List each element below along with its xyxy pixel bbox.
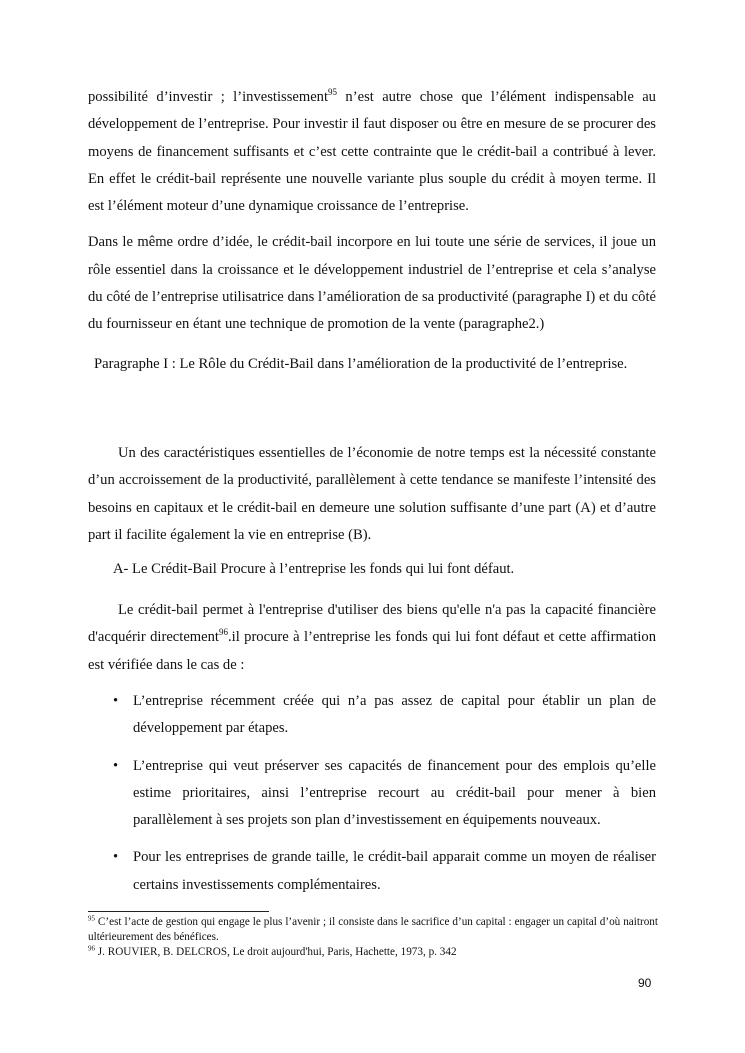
footnote-text: C’est l’acte de gestion qui engage le plus l’avenir ; il consiste dans le sacrifice d’un capital : engager un capital d’où naitront ultérieurement des bénéfices. — [88, 916, 658, 943]
paragraph-3: Un des caractéristiques essentielles de l’économie de notre temps est la nécessité constante d’un accroissement de la productivité, parallèlement à cette tendance se manifeste l’intensité des besoins en capitaux et le crédit-bail en demeure une solution suffisante d’une part (A) et d’autre part il facilite également la vie en entreprise (B). — [88, 445, 656, 543]
section-heading: Paragraphe I : Le Rôle du Crédit-Bail dans l’amélioration de la productivité de l’entreprise. — [94, 356, 628, 372]
bullet-icon: • — [113, 849, 119, 866]
footnote-ref-96[interactable]: 96 — [219, 627, 228, 638]
list-item — [88, 753, 656, 835]
paragraph-4-text: Le crédit-bail permet à l'entreprise d'utiliser des biens qu'elle n'a pas la capacité financière d'acquérir directement — [88, 602, 656, 646]
list-item-text: L’entreprise qui veut préserver ses capacités de financement pour des emplois qu’elle estime prioritaires, ainsi l’entreprise recourt au crédit-bail pour mener à bien parallèlement à ses projets son plan d’investissement en équipements nouveaux. — [133, 757, 656, 829]
body-middle — [88, 440, 656, 549]
body-top — [88, 84, 656, 339]
sub-heading-a: A- Le Crédit-Bail Procure à l’entreprise les fonds qui lui font défaut. — [113, 561, 515, 577]
footnote-96 — [88, 945, 658, 960]
paragraph-4 — [88, 597, 656, 679]
paragraph-1-text: possibilité d’investir ; l’investissement — [88, 89, 329, 105]
footnote-text: J. ROUVIER, B. DELCROS, Le droit aujourd'hui, Paris, Hachette, 1973, p. 342 — [95, 946, 457, 958]
paragraph-1-text-cont: n’est autre chose que l’élément indispensable au développement de l’entreprise. Pour investir il faut disposer ou être en mesure de se procurer des moyens de financement suffisants et c’est cette contrainte que le crédit-bail a contribué à lever. En effet le crédit-bail représente une nouvelle variante plus souple du crédit à moyen terme. Il est l’élément moteur d’une dynamique croissance de l’entreprise. — [88, 89, 656, 215]
footnote-number: 95 — [88, 914, 95, 923]
paragraph-4-text-cont: .il procure à l’entreprise les fonds qui lui font défaut et cette affirmation est vérifiée dans le cas de : — [88, 629, 656, 673]
list-item-text: Pour les entreprises de grande taille, le crédit-bail apparait comme un moyen de réaliser certains investissements complémentaires. — [133, 849, 656, 893]
paragraph-2: Dans le même ordre d’idée, le crédit-bail incorpore en lui toute une série de services, il joue un rôle essentiel dans la croissance et le développement industriel de l’entreprise et cela s’analyse du côté de l’entreprise utilisatrice dans l’amélioration de sa productivité (paragraphe I) et du côté du fournisseur en étant une technique de promotion de la vente (paragraphe2.) — [88, 234, 656, 333]
footnote-95 — [88, 915, 658, 945]
footnotes — [88, 915, 658, 960]
body-lower — [88, 597, 656, 679]
list-item — [88, 688, 656, 743]
list-item — [88, 844, 656, 899]
footnote-number: 96 — [88, 944, 95, 953]
list-item-text: L’entreprise récemment créée qui n’a pas assez de capital pour établir un plan de développement par étapes. — [133, 693, 656, 737]
bullet-icon: • — [113, 757, 119, 774]
bullet-icon: • — [113, 693, 119, 709]
paragraph-1 — [88, 84, 656, 220]
page-number: 90 — [638, 976, 652, 990]
footnote-separator — [88, 911, 269, 912]
bullet-list — [88, 688, 656, 909]
footnote-ref-95[interactable]: 95 — [328, 87, 338, 98]
